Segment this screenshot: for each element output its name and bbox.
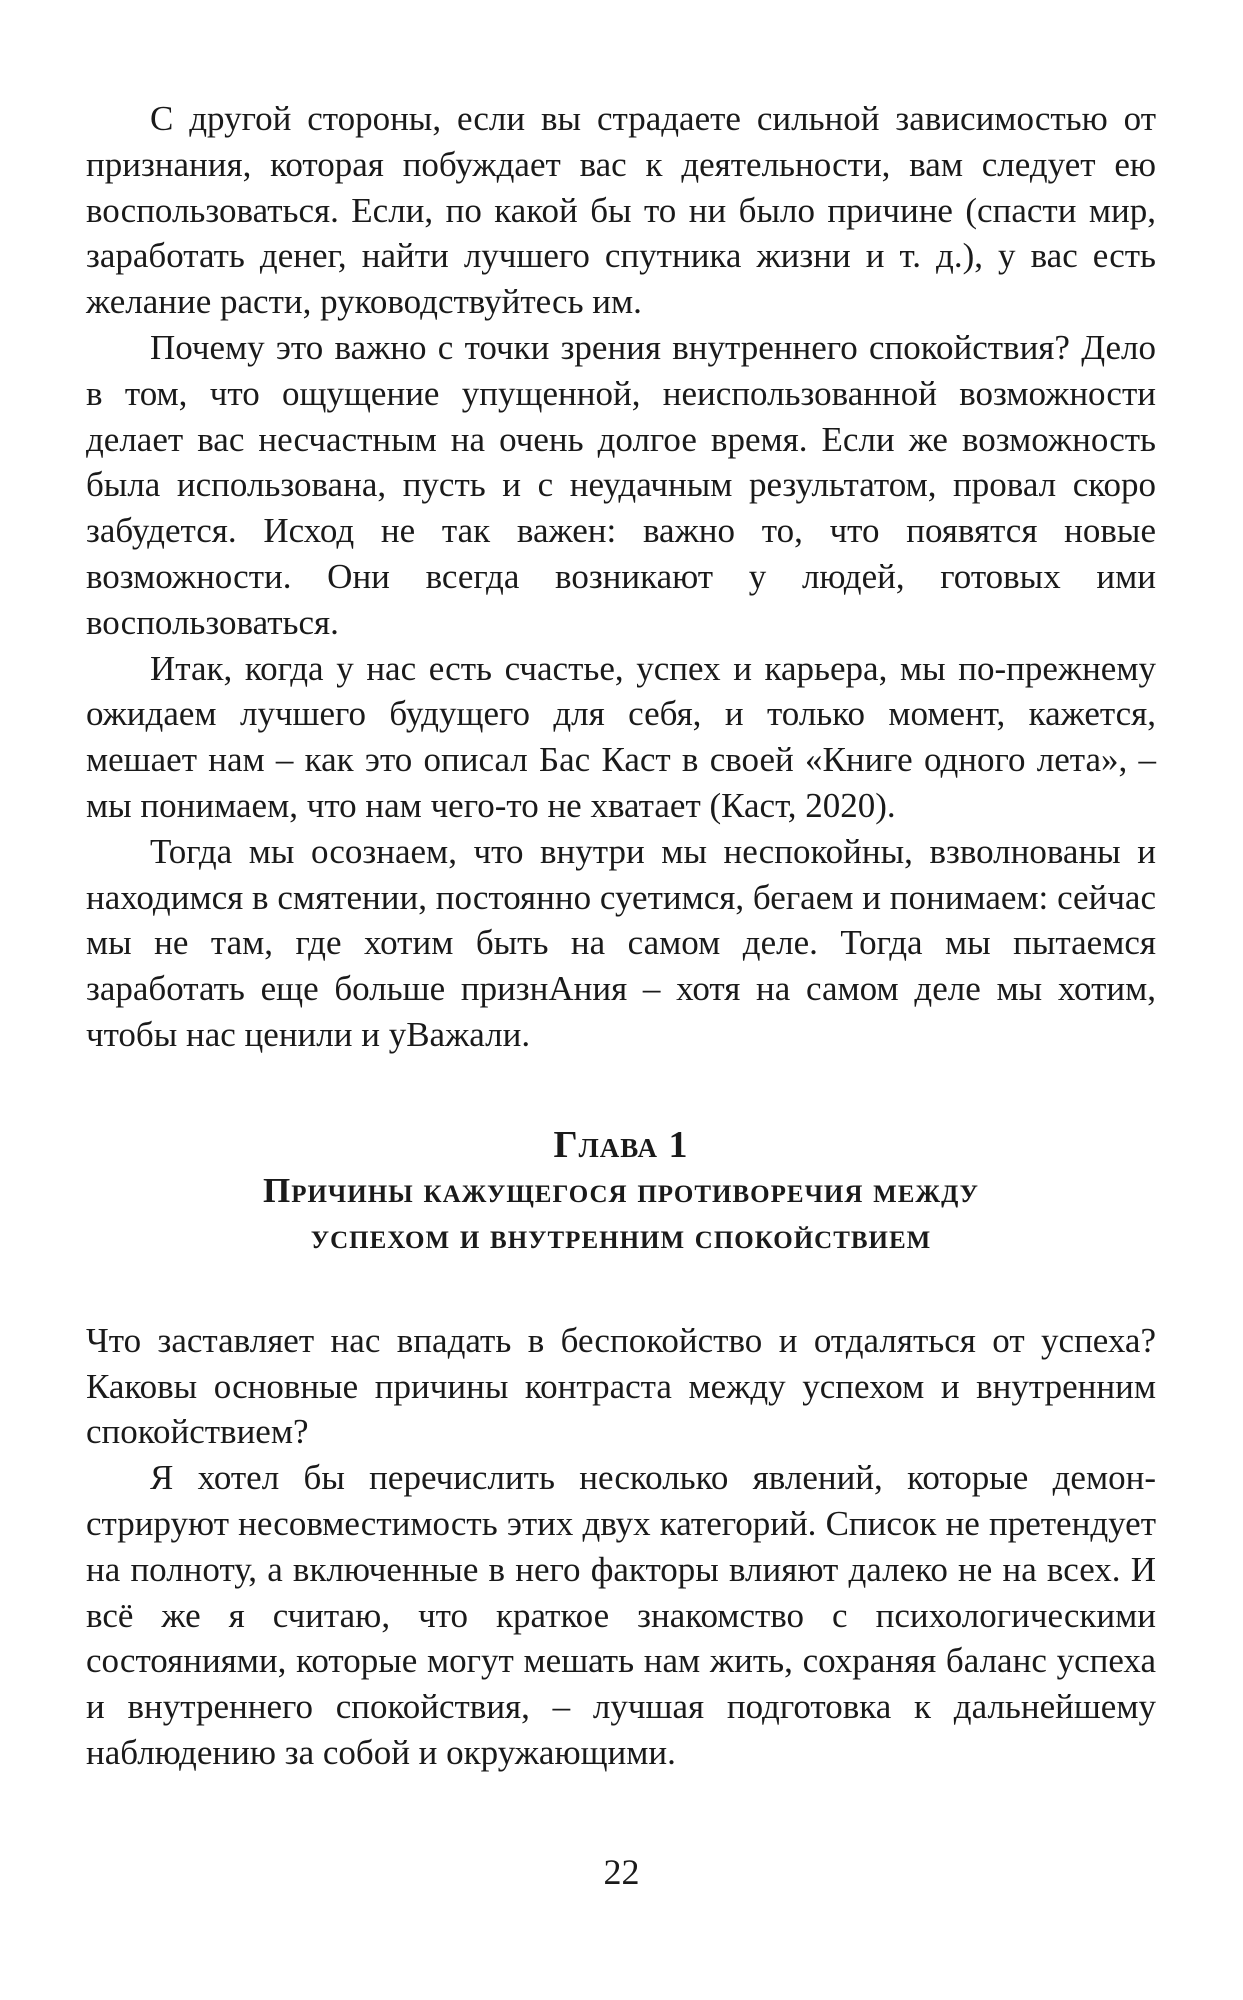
chapter-title-line-1: Причины кажущегося противоречия между — [262, 1170, 980, 1210]
chapter-title-line-2: успехом и внутренним спокойствием — [310, 1216, 932, 1256]
paragraph-1: С другой стороны, если вы страдаете сильной зависимостью от признания, которая побуждает вас к деятельности, вам следует ею воспользоваться. Если, по какой бы то ни было причине (спасти мир, заработать денег, найти лучшего спутника жизни и т. д.), у вас есть желание расти, руководствуйтесь им. — [86, 99, 1156, 322]
paragraph-5: Что заставляет нас впадать в беспокойство и отдаляться от успеха? Каковы основные причины контраста между успехом и внутренним спокойствием? — [86, 1320, 1156, 1452]
paragraph-6: Я хотел бы перечислить несколько явлений, которые демонстрируют несовместимость этих двух категорий. Список не претендует на полноту, а включенные в него факторы влияют далеко не на всех. И всё же я считаю, что краткое знакомство с психологическими состояниями, которые могут мешать нам жить, сохраняя баланс успеха и внутреннего спокойствия, – лучшая подготовка к дальнейшему наблюдению за собой и окружающими. — [86, 1458, 1156, 1772]
chapter-heading — [86, 1122, 1156, 1260]
paragraph-3: Итак, когда у нас есть счастье, успех и карьера, мы по-прежнему ожидаем лучшего будущего для себя, и только момент, кажется, мешает нам – как это описал Бас Каст в своей «Книге одного лета», – мы понимаем, что нам чего-то не хватает (Каст, 2020). — [86, 648, 1156, 825]
page-body — [86, 96, 1156, 1776]
chapter-label: Глава 1 — [553, 1123, 689, 1166]
page-number: 22 — [603, 1852, 640, 1892]
paragraph-4: Тогда мы осознаем, что внутри мы неспокойны, взволнованы и находимся в смятении, постоянно суетимся, бегаем и понимаем: сейчас мы не там, где хотим быть на самом деле. Тогда мы пытаемся заработать еще больше признАния – хотя на самом деле мы хотим, чтобы нас ценили и уВажали. — [86, 831, 1156, 1054]
paragraph-2: Почему это важно с точки зрения внутреннего спокойствия? Дело в том, что ощущение упущенной, неиспользованной возможности делает вас несчастным на очень долгое время. Если же возможность была использована, пусть и с неудачным результатом, провал скоро забудется. Исход не так важен: важно то, что появятся новые возможности. Они всегда возникают у людей, готовых ими воспользоваться. — [86, 327, 1156, 642]
